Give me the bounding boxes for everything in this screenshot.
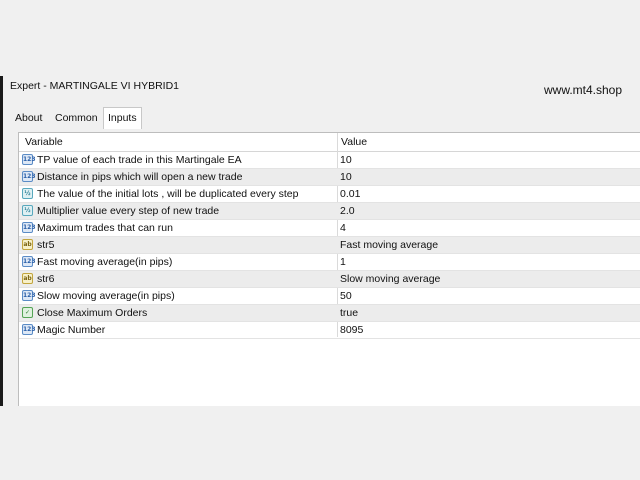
table-row[interactable] — [19, 169, 640, 186]
table-row[interactable] — [19, 305, 640, 322]
variable-value[interactable]: true — [340, 307, 359, 319]
variable-value[interactable]: 2.0 — [340, 205, 355, 217]
variable-value[interactable]: 0.01 — [340, 188, 361, 200]
inputs-table — [18, 132, 640, 408]
variable-value[interactable]: Slow moving average — [340, 273, 441, 285]
double-type-icon: ½ — [22, 205, 33, 216]
table-header — [19, 133, 640, 152]
table-row[interactable] — [19, 288, 640, 305]
string-type-icon: ab — [23, 275, 32, 282]
column-header-value[interactable]: Value — [341, 136, 368, 148]
tab-inputs[interactable]: Inputs — [103, 107, 142, 129]
int-type-icon: 123 — [23, 258, 36, 265]
string-type-icon: ab — [23, 241, 32, 248]
variable-value[interactable]: 10 — [340, 154, 352, 166]
variable-name: Slow moving average(in pips) — [37, 290, 175, 302]
variable-value[interactable]: 8095 — [340, 324, 364, 336]
variable-name: Multiplier value every step of new trade — [37, 205, 220, 217]
variable-name: TP value of each trade in this Martingale EA — [37, 154, 242, 166]
variable-value[interactable]: 4 — [340, 222, 346, 234]
int-type-icon: 123 — [23, 173, 36, 180]
int-type-icon: 123 — [23, 326, 36, 333]
variable-name: Maximum trades that can run — [37, 222, 173, 234]
dialog-title: Expert - MARTINGALE VI HYBRID1 — [10, 80, 180, 92]
variable-name: Distance in pips which will open a new trade — [37, 171, 243, 183]
table-row[interactable] — [19, 152, 640, 169]
table-row[interactable] — [19, 203, 640, 220]
variable-name: Magic Number — [37, 324, 106, 336]
tab-common[interactable]: Common — [55, 112, 98, 124]
variable-value[interactable]: 1 — [340, 256, 346, 268]
tab-about[interactable]: About — [15, 112, 43, 124]
int-type-icon: 123 — [23, 292, 36, 299]
bottom-background — [0, 406, 640, 480]
int-type-icon: 123 — [23, 224, 36, 231]
table-row[interactable] — [19, 271, 640, 288]
table-row[interactable] — [19, 186, 640, 203]
variable-name: Close Maximum Orders — [37, 307, 148, 319]
variable-name: The value of the initial lots , will be duplicated every step — [37, 188, 299, 200]
table-row[interactable] — [19, 220, 640, 237]
column-header-variable[interactable]: Variable — [25, 136, 63, 148]
int-type-icon: 123 — [23, 156, 36, 163]
bool-type-icon: ✓ — [22, 307, 33, 318]
variable-name: str6 — [37, 273, 55, 285]
variable-name: str5 — [37, 239, 55, 251]
top-background — [0, 0, 640, 76]
watermark-text: www.mt4.shop — [544, 83, 623, 97]
expert-properties-dialog — [3, 76, 640, 406]
table-row[interactable] — [19, 254, 640, 271]
variable-value[interactable]: 10 — [340, 171, 352, 183]
table-row[interactable] — [19, 237, 640, 254]
double-type-icon: ½ — [22, 188, 33, 199]
variable-name: Fast moving average(in pips) — [37, 256, 173, 268]
table-row[interactable] — [19, 322, 640, 339]
variable-value[interactable]: Fast moving average — [340, 239, 439, 251]
variable-value[interactable]: 50 — [340, 290, 352, 302]
